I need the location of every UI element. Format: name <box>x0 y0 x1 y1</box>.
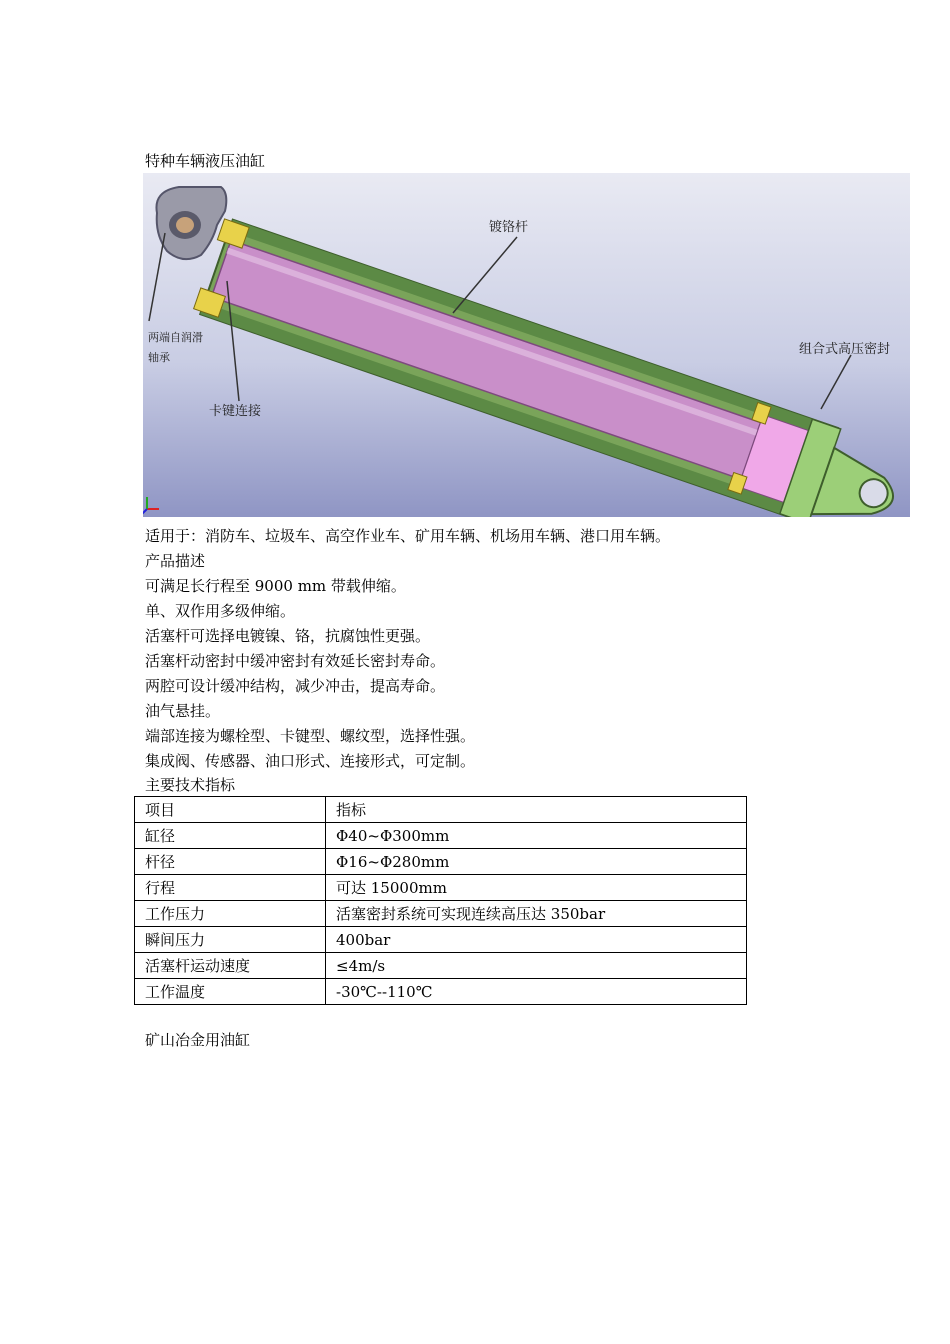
bearing-label-line2: 轴承 <box>148 351 170 364</box>
table-cell-value: 活塞密封系统可实现连续高压达 350bar <box>326 901 747 927</box>
feature-item: 活塞杆动密封中缓冲密封有效延长密封寿命。 <box>145 652 446 670</box>
feature-item: 端部连接为螺栓型、卡键型、螺纹型，选择性强。 <box>145 727 476 745</box>
table-cell-value: 400bar <box>326 927 747 953</box>
table-row <box>135 927 747 953</box>
table-row <box>135 901 747 927</box>
seal-label: 组合式高压密封 <box>799 342 891 357</box>
table-cell-item: 杆径 <box>135 849 326 875</box>
spec-table <box>134 796 747 1005</box>
table-header-cell: 项目 <box>135 797 326 823</box>
applicable-vehicles: 适用于：消防车、垃圾车、高空作业车、矿用车辆、机场用车辆、港口用车辆。 <box>145 527 671 545</box>
table-header-cell: 指标 <box>326 797 747 823</box>
section-title-mining: 矿山冶金用油缸 <box>145 1031 251 1049</box>
table-cell-item: 瞬间压力 <box>135 927 326 953</box>
table-cell-item: 工作压力 <box>135 901 326 927</box>
feature-item: 可满足长行程至 9000 mm 带载伸缩。 <box>145 577 406 595</box>
table-cell-item: 工作温度 <box>135 979 326 1005</box>
front-bearing <box>176 217 194 233</box>
table-cell-value: 可达 15000mm <box>326 875 747 901</box>
cylinder-figure <box>143 173 910 517</box>
key-label: 卡键连接 <box>209 404 262 419</box>
spec-heading: 主要技术指标 <box>145 776 236 794</box>
table-row <box>135 849 747 875</box>
table-cell-item: 缸径 <box>135 823 326 849</box>
feature-item: 两腔可设计缓冲结构，减少冲击，提高寿命。 <box>145 677 446 695</box>
cylinder-illustration <box>143 173 910 517</box>
table-row <box>135 875 747 901</box>
table-cell-item: 行程 <box>135 875 326 901</box>
table-row <box>135 979 747 1005</box>
feature-item: 活塞杆可选择电镀镍、铬，抗腐蚀性更强。 <box>145 627 431 645</box>
table-cell-value: Φ16~Φ280mm <box>326 849 747 875</box>
table-cell-value: -30℃--110℃ <box>326 979 747 1005</box>
feature-item: 油气悬挂。 <box>145 702 221 720</box>
table-cell-value: Φ40~Φ300mm <box>326 823 747 849</box>
table-cell-value: ≤4m/s <box>326 953 747 979</box>
section-title-special-vehicle: 特种车辆液压油缸 <box>145 152 266 170</box>
bearing-label-line1: 两端自润滑 <box>148 331 203 344</box>
rod-label: 镀铬杆 <box>489 220 529 235</box>
table-cell-item: 活塞杆运动速度 <box>135 953 326 979</box>
table-row <box>135 953 747 979</box>
feature-item: 集成阀、传感器、油口形式、连接形式，可定制。 <box>145 752 476 770</box>
feature-item: 单、双作用多级伸缩。 <box>145 602 296 620</box>
product-description-heading: 产品描述 <box>145 552 206 570</box>
table-header-row <box>135 797 747 823</box>
table-row <box>135 823 747 849</box>
